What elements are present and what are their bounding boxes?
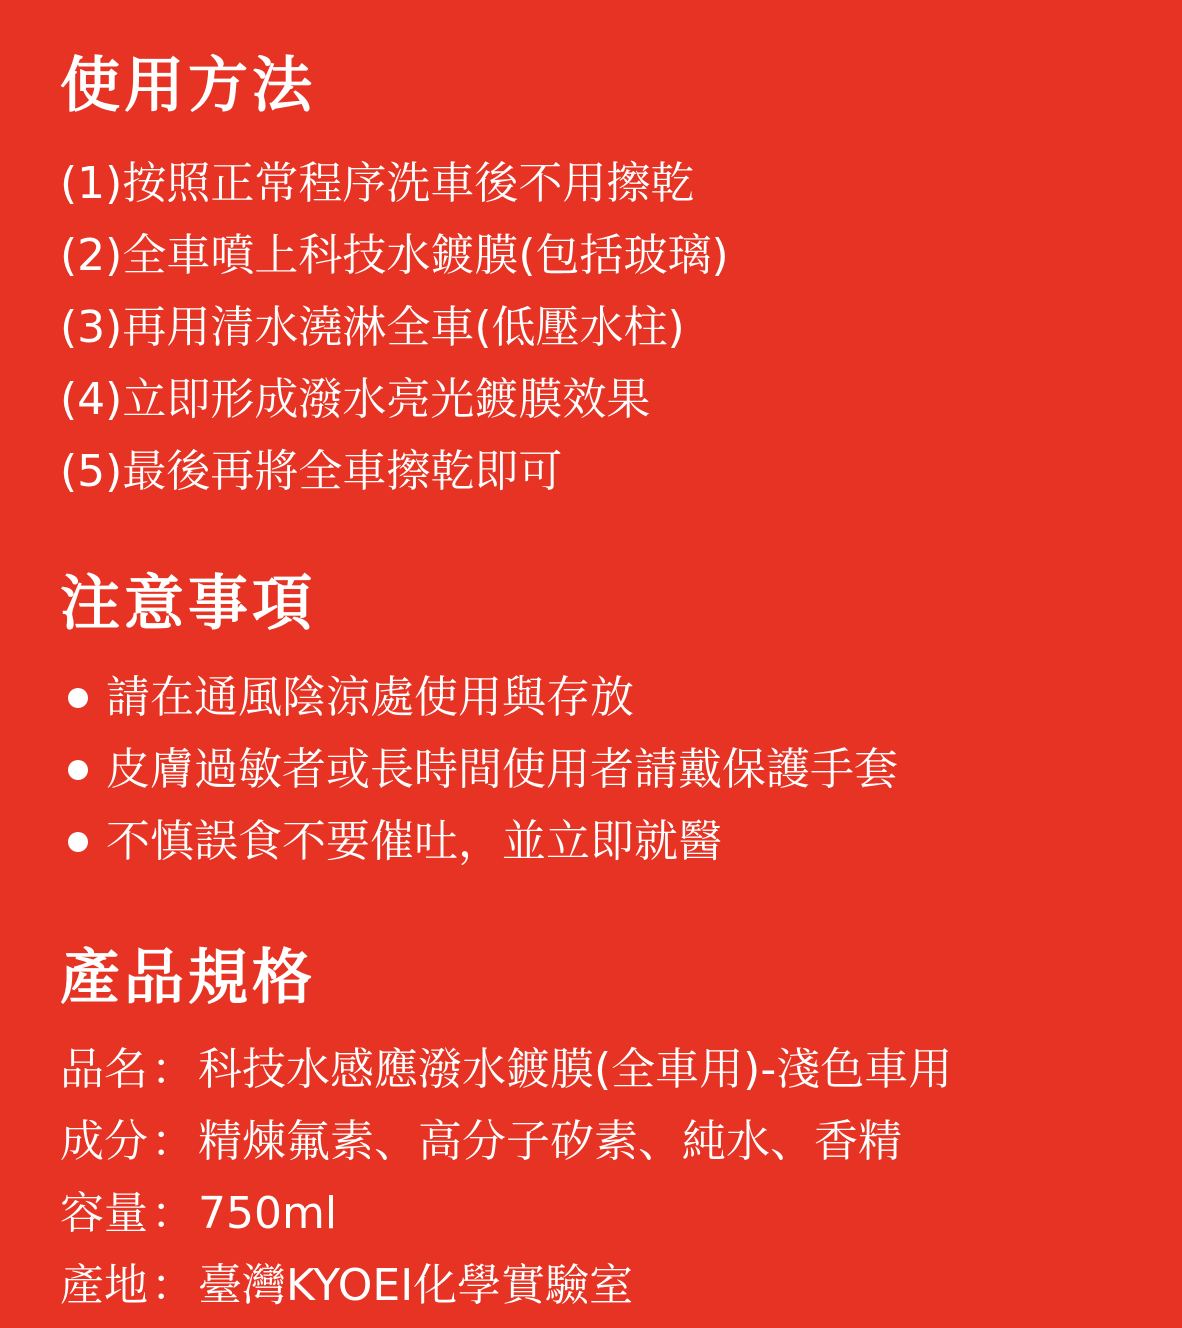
caution-item [60, 662, 1122, 734]
spec-row-volume [60, 1178, 1122, 1250]
spec-row-origin [60, 1250, 1122, 1322]
bullet-dot-icon [68, 688, 88, 708]
usage-step: (1)按照正常程序洗車後不用擦乾 [60, 158, 695, 209]
caution-items-list [60, 662, 1122, 878]
usage-step: (4)立即形成潑水亮光鍍膜效果 [60, 374, 651, 425]
caution-title: 注意事項 [60, 569, 316, 639]
caution-item-text: 請在通風陰涼處使用與存放 [106, 672, 634, 723]
spec-label: 容量 [60, 1188, 148, 1239]
spec-value: 750ml [198, 1188, 338, 1239]
usage-title: 使用方法 [60, 51, 316, 121]
caution-item-text: 皮膚過敏者或長時間使用者請戴保護手套 [106, 744, 898, 795]
spec-value: 科技水感應潑水鍍膜(全車用)-淺色車用 [198, 1044, 953, 1095]
bullet-dot-icon [68, 832, 88, 852]
spec-value: 精煉氟素、高分子矽素、純水、香精 [198, 1116, 902, 1167]
spec-separator: ： [151, 1116, 195, 1167]
bullet-dot-icon [68, 760, 88, 780]
usage-steps-list [60, 148, 1122, 508]
caution-item-text: 不慎誤食不要催吐，並立即就醫 [106, 816, 722, 867]
caution-item [60, 734, 1122, 806]
caution-section [60, 566, 1122, 878]
usage-step: (2)全車噴上科技水鍍膜(包括玻璃) [60, 230, 729, 281]
spec-separator: ： [151, 1044, 195, 1095]
spec-label: 品名 [60, 1044, 148, 1095]
usage-step: (5)最後再將全車擦乾即可 [60, 446, 563, 497]
caution-item [60, 806, 1122, 878]
spec-separator: ： [151, 1260, 195, 1311]
usage-section [60, 48, 1122, 508]
spec-row-name [60, 1034, 1122, 1106]
spec-label: 產地 [60, 1260, 148, 1311]
spec-rows-list [60, 1034, 1122, 1322]
spec-value: 臺灣KYOEI化學實驗室 [198, 1260, 634, 1311]
usage-step: (3)再用清水澆淋全車(低壓水柱) [60, 302, 685, 353]
spec-title: 產品規格 [60, 943, 316, 1013]
spec-label: 成分 [60, 1116, 148, 1167]
spec-row-ingredients [60, 1106, 1122, 1178]
spec-section [60, 940, 1122, 1322]
spec-separator: ： [151, 1188, 195, 1239]
